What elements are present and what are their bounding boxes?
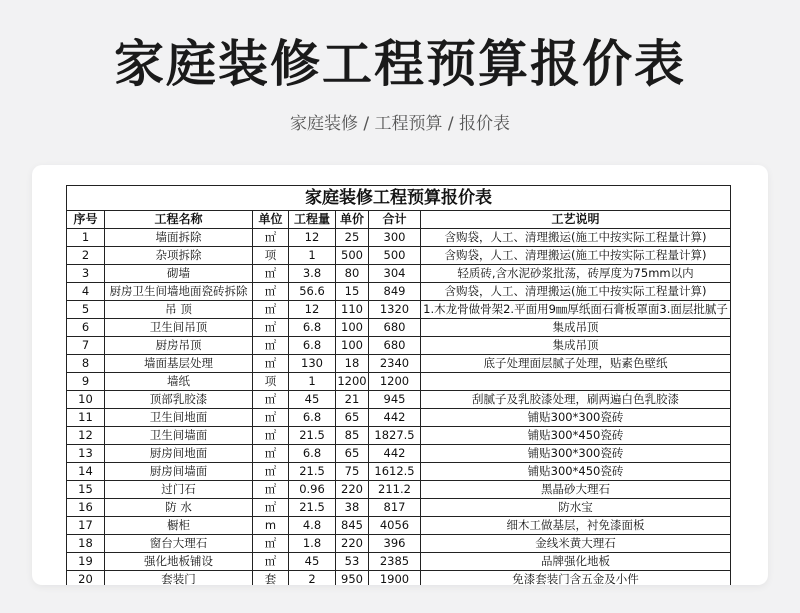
cell-col-unit-price[interactable]: 65	[336, 409, 369, 427]
cell-col-total[interactable]: 945	[369, 391, 421, 409]
cell-col-item-name[interactable]: 墙面基层处理	[105, 355, 253, 373]
cell-col-item-name[interactable]: 卫生间吊顶	[105, 319, 253, 337]
table-row	[67, 247, 731, 265]
cell-col-index[interactable]: 12	[67, 427, 105, 445]
cell-col-quantity[interactable]: 21.5	[289, 427, 336, 445]
cell-col-unit-price[interactable]: 75	[336, 463, 369, 481]
cell-col-quantity[interactable]: 130	[289, 355, 336, 373]
cell-col-index[interactable]: 15	[67, 481, 105, 499]
table-row	[67, 463, 731, 481]
cell-col-total[interactable]: 680	[369, 319, 421, 337]
cell-col-unit-price[interactable]: 1200	[336, 373, 369, 391]
cell-col-index[interactable]: 9	[67, 373, 105, 391]
cell-col-unit-price[interactable]: 21	[336, 391, 369, 409]
cell-col-description[interactable]: 1.木龙骨做骨架2.平面用9㎜厚纸面石膏板罩面3.面层批腻子	[421, 301, 731, 319]
header-col-index: 序号	[67, 211, 105, 229]
cell-col-description[interactable]: 含购袋，人工、清理搬运(施工中按实际工程量计算)	[421, 283, 731, 301]
cell-col-unit[interactable]: ㎡	[253, 283, 289, 301]
cell-col-quantity[interactable]: 6.8	[289, 319, 336, 337]
table-row	[67, 571, 731, 586]
cell-col-unit[interactable]: ㎡	[253, 409, 289, 427]
cell-col-unit-price[interactable]: 25	[336, 229, 369, 247]
cell-col-total[interactable]: 396	[369, 535, 421, 553]
cell-col-item-name[interactable]: 防 水	[105, 499, 253, 517]
cell-col-total[interactable]: 442	[369, 409, 421, 427]
cell-col-quantity[interactable]: 0.96	[289, 481, 336, 499]
sheet-card	[32, 165, 768, 585]
header-col-unit: 单位	[253, 211, 289, 229]
cell-col-description[interactable]	[421, 373, 731, 391]
cell-col-total[interactable]: 2385	[369, 553, 421, 571]
cell-col-item-name[interactable]: 厨房间地面	[105, 445, 253, 463]
cell-col-total[interactable]: 1900	[369, 571, 421, 586]
table-row	[67, 499, 731, 517]
cell-col-quantity[interactable]: 1.8	[289, 535, 336, 553]
cell-col-total[interactable]: 300	[369, 229, 421, 247]
cell-col-description[interactable]: 轻质砖,含水泥砂浆批荡，砖厚度为75mm以内	[421, 265, 731, 283]
cell-col-unit-price[interactable]: 53	[336, 553, 369, 571]
cell-col-description[interactable]: 底子处理面层腻子处理，贴素色壁纸	[421, 355, 731, 373]
cell-col-unit-price[interactable]: 100	[336, 319, 369, 337]
header-col-total: 合计	[369, 211, 421, 229]
cell-col-quantity[interactable]: 6.8	[289, 337, 336, 355]
cell-col-unit-price[interactable]: 110	[336, 301, 369, 319]
table-row	[67, 283, 731, 301]
cell-col-unit-price[interactable]: 65	[336, 445, 369, 463]
cell-col-item-name[interactable]: 橱柜	[105, 517, 253, 535]
page-title: 家庭装修工程预算报价表	[114, 35, 686, 93]
table-row	[67, 319, 731, 337]
cell-col-unit[interactable]: ㎡	[253, 445, 289, 463]
cell-col-unit-price[interactable]: 85	[336, 427, 369, 445]
cell-col-index[interactable]: 17	[67, 517, 105, 535]
header-col-item-name: 工程名称	[105, 211, 253, 229]
cell-col-unit[interactable]: ㎡	[253, 301, 289, 319]
cell-col-quantity[interactable]: 12	[289, 229, 336, 247]
cell-col-index[interactable]: 20	[67, 571, 105, 586]
cell-col-item-name[interactable]: 厨房卫生间墙地面瓷砖拆除	[105, 283, 253, 301]
cell-col-unit[interactable]: 项	[253, 247, 289, 265]
cell-col-description[interactable]: 刮腻子及乳胶漆处理，刷两遍白色乳胶漆	[421, 391, 731, 409]
cell-col-item-name[interactable]: 杂项拆除	[105, 247, 253, 265]
cell-col-quantity[interactable]: 45	[289, 391, 336, 409]
cell-col-quantity[interactable]: 6.8	[289, 409, 336, 427]
cell-col-index[interactable]: 7	[67, 337, 105, 355]
cell-col-description[interactable]: 金线米黄大理石	[421, 535, 731, 553]
cell-col-unit-price[interactable]: 845	[336, 517, 369, 535]
cell-col-unit-price[interactable]: 950	[336, 571, 369, 586]
cell-col-unit[interactable]: ㎡	[253, 553, 289, 571]
table-row	[67, 517, 731, 535]
cell-col-unit[interactable]: ㎡	[253, 319, 289, 337]
table-row	[67, 355, 731, 373]
cell-col-unit[interactable]: ㎡	[253, 463, 289, 481]
cell-col-item-name[interactable]: 套装门	[105, 571, 253, 586]
cell-col-unit[interactable]: ㎡	[253, 337, 289, 355]
cell-col-item-name[interactable]: 砌墙	[105, 265, 253, 283]
table-row	[67, 265, 731, 283]
header-row	[67, 211, 731, 229]
table-row	[67, 427, 731, 445]
cell-col-description[interactable]: 铺贴300*450瓷砖	[421, 463, 731, 481]
cell-col-index[interactable]: 6	[67, 319, 105, 337]
cell-col-index[interactable]: 14	[67, 463, 105, 481]
cell-col-unit-price[interactable]: 18	[336, 355, 369, 373]
cell-col-total[interactable]: 817	[369, 499, 421, 517]
cell-col-index[interactable]: 1	[67, 229, 105, 247]
table-row	[67, 229, 731, 247]
budget-table	[66, 185, 731, 585]
cell-col-description[interactable]: 细木工做基层，衬免漆面板	[421, 517, 731, 535]
cell-col-unit-price[interactable]: 220	[336, 481, 369, 499]
cell-col-total[interactable]: 849	[369, 283, 421, 301]
cell-col-unit-price[interactable]: 500	[336, 247, 369, 265]
cell-col-description[interactable]: 铺贴300*300瓷砖	[421, 445, 731, 463]
cell-col-total[interactable]: 1200	[369, 373, 421, 391]
cell-col-unit[interactable]: ㎡	[253, 229, 289, 247]
cell-col-description[interactable]: 含购袋，人工、清理搬运(施工中按实际工程量计算)	[421, 229, 731, 247]
table-row	[67, 409, 731, 427]
cell-col-unit[interactable]: ㎡	[253, 355, 289, 373]
cell-col-unit[interactable]: 项	[253, 373, 289, 391]
cell-col-total[interactable]: 4056	[369, 517, 421, 535]
cell-col-unit-price[interactable]: 15	[336, 283, 369, 301]
page-subtitle: 家庭装修 / 工程预算 / 报价表	[289, 114, 511, 134]
cell-col-quantity[interactable]: 1	[289, 373, 336, 391]
cell-col-index[interactable]: 4	[67, 283, 105, 301]
sheet-title: 家庭装修工程预算报价表	[67, 186, 731, 211]
cell-col-unit-price[interactable]: 38	[336, 499, 369, 517]
cell-col-index[interactable]: 2	[67, 247, 105, 265]
cell-col-total[interactable]: 1612.5	[369, 463, 421, 481]
cell-col-index[interactable]: 11	[67, 409, 105, 427]
cell-col-description[interactable]: 品牌强化地板	[421, 553, 731, 571]
cell-col-description[interactable]: 防水宝	[421, 499, 731, 517]
cell-col-description[interactable]: 集成吊顶	[421, 337, 731, 355]
cell-col-index[interactable]: 19	[67, 553, 105, 571]
cell-col-quantity[interactable]: 1	[289, 247, 336, 265]
cell-col-unit[interactable]: ㎡	[253, 499, 289, 517]
cell-col-index[interactable]: 16	[67, 499, 105, 517]
cell-col-index[interactable]: 13	[67, 445, 105, 463]
cell-col-quantity[interactable]: 6.8	[289, 445, 336, 463]
spreadsheet	[66, 185, 730, 585]
cell-col-total[interactable]: 211.2	[369, 481, 421, 499]
cell-col-item-name[interactable]: 墙纸	[105, 373, 253, 391]
cell-col-quantity[interactable]: 21.5	[289, 463, 336, 481]
table-row	[67, 301, 731, 319]
cell-col-unit[interactable]: m	[253, 517, 289, 535]
cell-col-unit-price[interactable]: 80	[336, 265, 369, 283]
cell-col-unit-price[interactable]: 220	[336, 535, 369, 553]
cell-col-unit-price[interactable]: 100	[336, 337, 369, 355]
cell-col-quantity[interactable]: 21.5	[289, 499, 336, 517]
cell-col-item-name[interactable]: 厨房间墙面	[105, 463, 253, 481]
table-row	[67, 553, 731, 571]
cell-col-total[interactable]: 2340	[369, 355, 421, 373]
table-body	[67, 229, 731, 586]
cell-col-index[interactable]: 5	[67, 301, 105, 319]
cell-col-unit[interactable]: ㎡	[253, 427, 289, 445]
cell-col-unit[interactable]: ㎡	[253, 265, 289, 283]
table-row	[67, 391, 731, 409]
cell-col-description[interactable]: 铺贴300*300瓷砖	[421, 409, 731, 427]
cell-col-quantity[interactable]: 2	[289, 571, 336, 586]
cell-col-item-name[interactable]: 卫生间地面	[105, 409, 253, 427]
cell-col-item-name[interactable]: 吊 顶	[105, 301, 253, 319]
cell-col-quantity[interactable]: 4.8	[289, 517, 336, 535]
cell-col-description[interactable]: 含购袋，人工、清理搬运(施工中按实际工程量计算)	[421, 247, 731, 265]
cell-col-quantity[interactable]: 56.6	[289, 283, 336, 301]
header-col-unit-price: 单价	[336, 211, 369, 229]
cell-col-item-name[interactable]: 过门石	[105, 481, 253, 499]
cell-col-index[interactable]: 10	[67, 391, 105, 409]
table-row	[67, 481, 731, 499]
cell-col-unit[interactable]: ㎡	[253, 391, 289, 409]
cell-col-total[interactable]: 442	[369, 445, 421, 463]
cell-col-unit[interactable]: 套	[253, 571, 289, 586]
cell-col-item-name[interactable]: 强化地板铺设	[105, 553, 253, 571]
cell-col-total[interactable]: 680	[369, 337, 421, 355]
header-col-quantity: 工程量	[289, 211, 336, 229]
cell-col-item-name[interactable]: 墙面拆除	[105, 229, 253, 247]
table-row	[67, 445, 731, 463]
cell-col-index[interactable]: 8	[67, 355, 105, 373]
cell-col-index[interactable]: 18	[67, 535, 105, 553]
cell-col-total[interactable]: 304	[369, 265, 421, 283]
cell-col-quantity[interactable]: 12	[289, 301, 336, 319]
cell-col-index[interactable]: 3	[67, 265, 105, 283]
table-row	[67, 337, 731, 355]
cell-col-item-name[interactable]: 厨房吊顶	[105, 337, 253, 355]
cell-col-total[interactable]: 1320	[369, 301, 421, 319]
table-row	[67, 373, 731, 391]
cell-col-description[interactable]: 黑晶砂大理石	[421, 481, 731, 499]
cell-col-item-name[interactable]: 窗台大理石	[105, 535, 253, 553]
cell-col-item-name[interactable]: 卫生间墙面	[105, 427, 253, 445]
cell-col-quantity[interactable]: 3.8	[289, 265, 336, 283]
table-row	[67, 535, 731, 553]
cell-col-description[interactable]: 铺贴300*450瓷砖	[421, 427, 731, 445]
cell-col-total[interactable]: 500	[369, 247, 421, 265]
header-col-description: 工艺说明	[421, 211, 731, 229]
cell-col-total[interactable]: 1827.5	[369, 427, 421, 445]
cell-col-description[interactable]: 免漆套装门含五金及小件	[421, 571, 731, 586]
cell-col-description[interactable]: 集成吊顶	[421, 319, 731, 337]
cell-col-quantity[interactable]: 45	[289, 553, 336, 571]
cell-col-unit[interactable]: ㎡	[253, 535, 289, 553]
cell-col-item-name[interactable]: 顶部乳胶漆	[105, 391, 253, 409]
cell-col-unit[interactable]: ㎡	[253, 481, 289, 499]
